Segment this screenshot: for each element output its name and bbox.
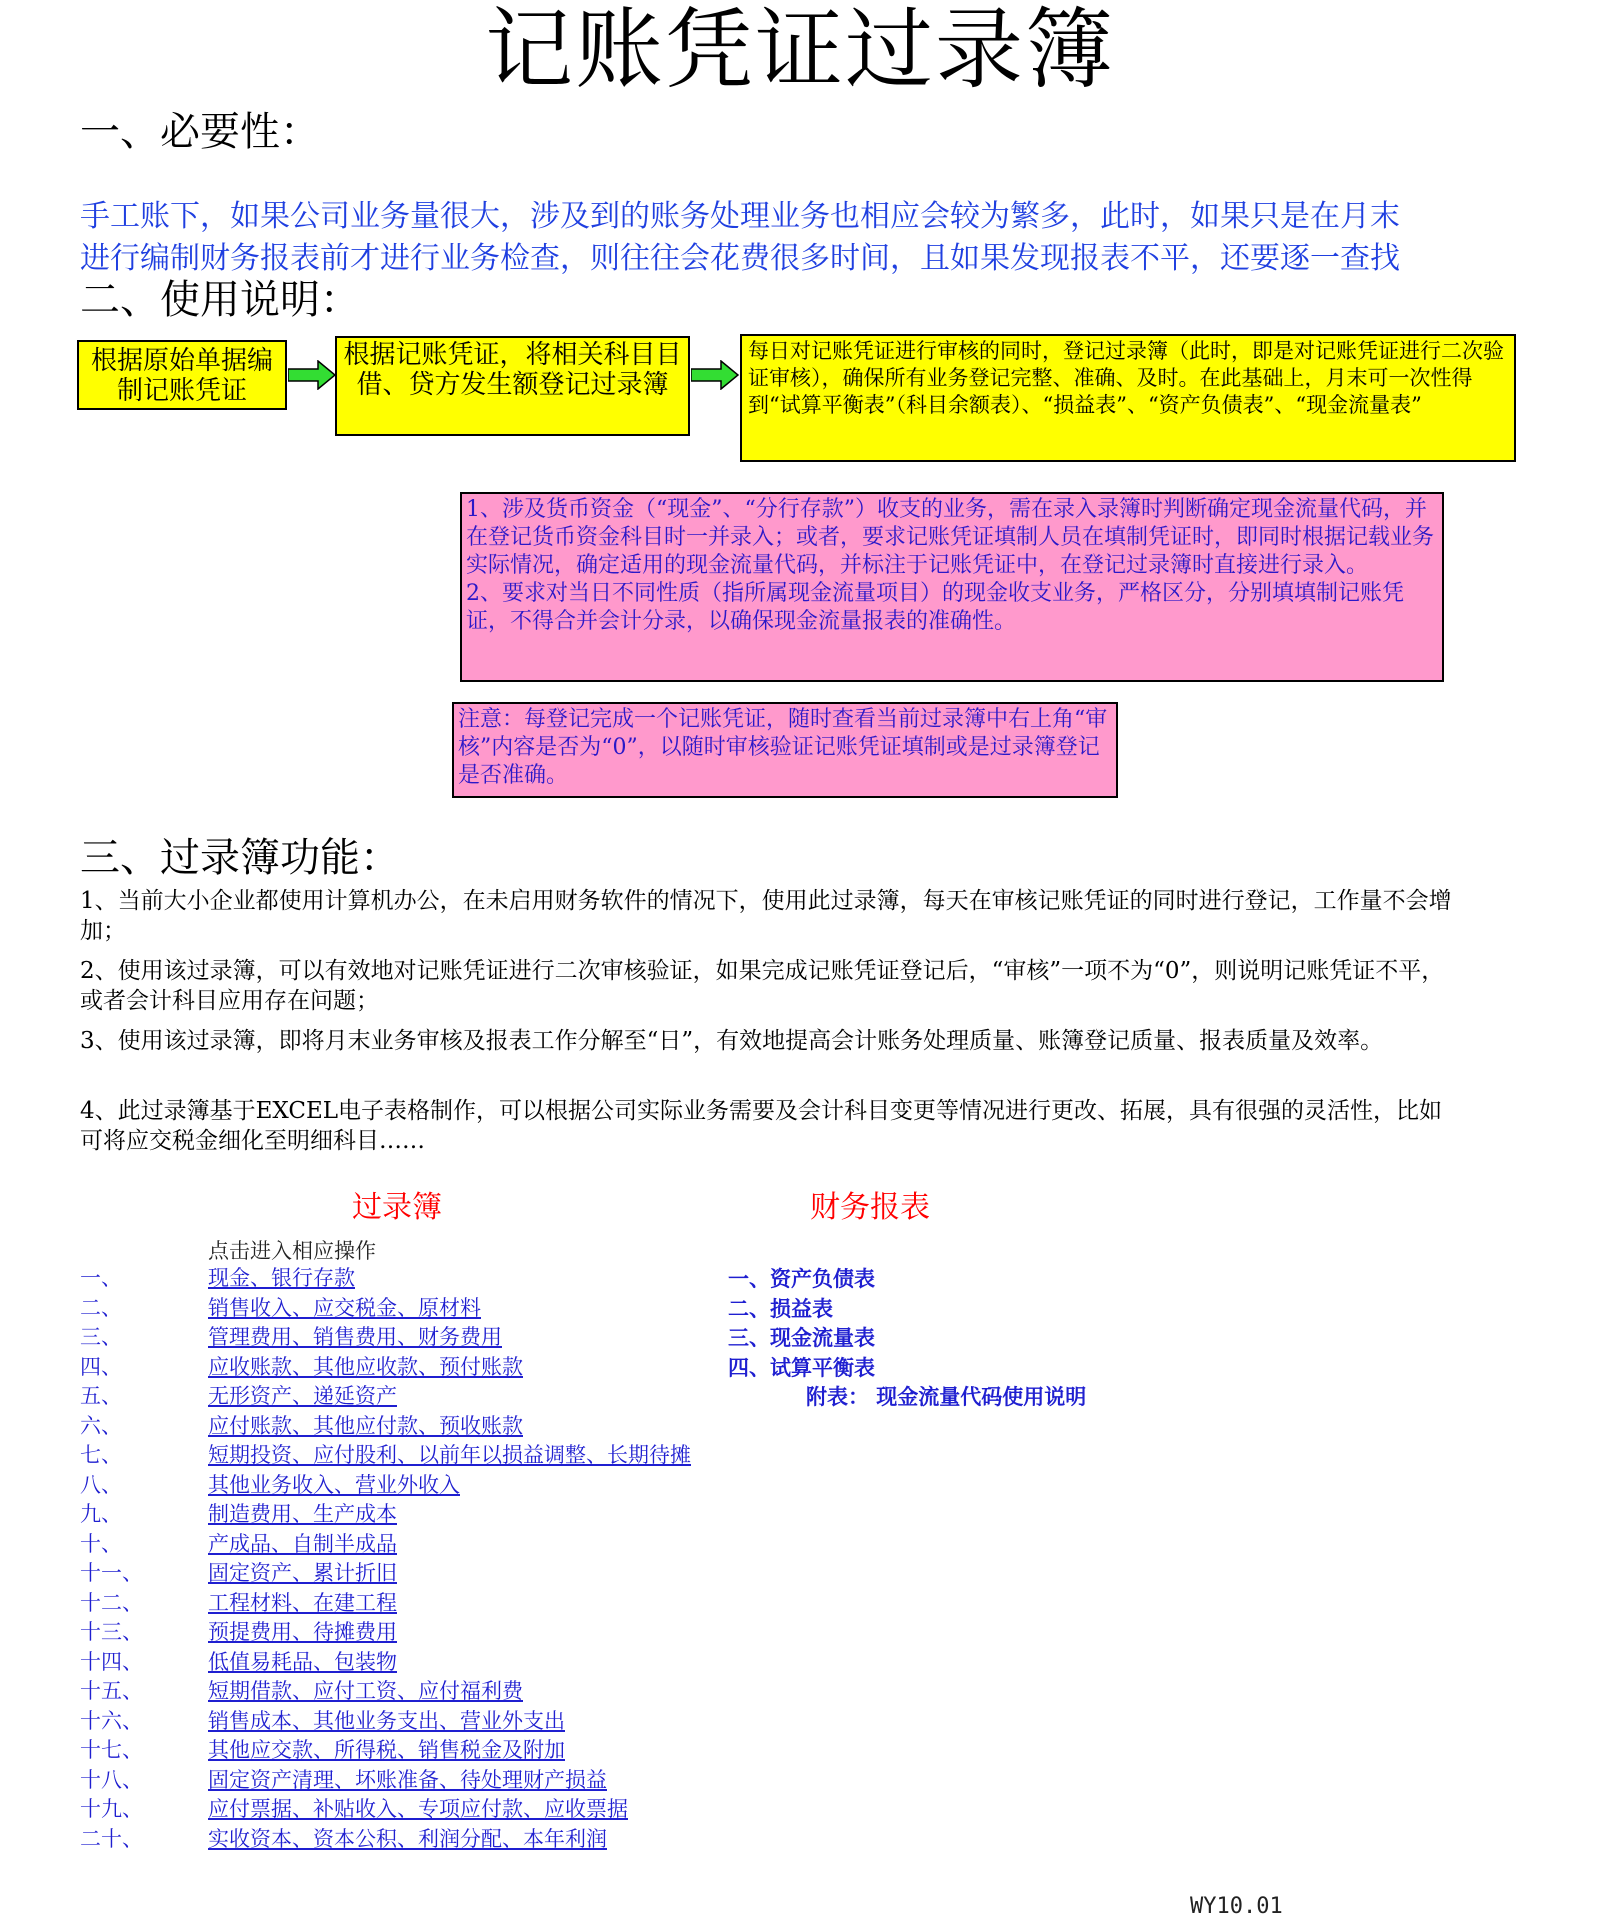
- ledger-row-number: 十三、: [80, 1620, 143, 1644]
- ledger-row-number: 九、: [80, 1502, 122, 1526]
- section3-heading: 三、过录簿功能：: [80, 835, 400, 881]
- ledger-link[interactable]: 固定资产清理、坏账准备、待处理财产损益: [208, 1767, 607, 1792]
- flow-step-2: 根据记账凭证，将相关科目目借、贷方发生额登记过录簿: [335, 336, 690, 436]
- report-balance-sheet[interactable]: 一、资产负债表: [728, 1266, 875, 1291]
- cash-flow-note-1: 1、涉及货币资金（“现金”、“分行存款”）收支的业务，需在录入录簿时判断确定现金流量代码，并在登记货币资金科目时一并录入；或者，要求记账凭证填制人员在填制凭证时，即同时根据记载业务实际情况，确定适用的现金流量代码，并标注于记账凭证中，在登记过录簿时直接进行录入。: [466, 497, 1435, 578]
- report-cash-flow[interactable]: 三、现金流量表: [728, 1325, 875, 1350]
- audit-note: 注意：每登记完成一个记账凭证，随时查看当前过录簿中右上角“审核”内容是否为“0”，以随时审核验证记账凭证填制或是过录簿登记是否准确。: [452, 702, 1118, 798]
- section2-heading: 二、使用说明：: [80, 276, 368, 324]
- ledger-row-number: 十六、: [80, 1708, 143, 1733]
- ledger-heading: 过录簿: [352, 1190, 442, 1225]
- cash-flow-note: [460, 492, 1444, 682]
- ledger-row: [80, 1589, 760, 1619]
- ledger-row: [80, 1353, 760, 1383]
- ledger-link[interactable]: 固定资产、累计折旧: [208, 1561, 397, 1585]
- ledger-link[interactable]: 无形资产、递延资产: [208, 1384, 397, 1408]
- ledger-link[interactable]: 短期借款、应付工资、应付福利费: [208, 1679, 523, 1703]
- ledger-row: [80, 1382, 760, 1412]
- ledger-row-number: 十八、: [80, 1767, 143, 1792]
- ledger-row-number: 二、: [80, 1295, 122, 1320]
- ledger-row-number: 十二、: [80, 1590, 143, 1615]
- ledger-link[interactable]: 工程材料、在建工程: [208, 1590, 397, 1615]
- section1-body: 手工账下，如果公司业务量很大，涉及到的账务处理业务也相应会较为繁多，此时，如果只是在月末进行编制财务报表前才进行业务检查，则往往会花费很多时间，且如果发现报表不平，还要逐一查找: [80, 199, 1400, 276]
- ledger-link[interactable]: 销售收入、应交税金、原材料: [208, 1295, 481, 1320]
- ledger-row-number: 十九、: [80, 1797, 143, 1821]
- ledger-row-number: 五、: [80, 1384, 122, 1408]
- cash-flow-note-2: 2、要求对当日不同性质（指所属现金流量项目）的现金收支业务，严格区分，分别填填制记账凭证，不得合并会计分录，以确保现金流量报表的准确性。: [466, 581, 1405, 634]
- ledger-link[interactable]: 管理费用、销售费用、财务费用: [208, 1325, 502, 1349]
- ledger-link[interactable]: 产成品、自制半成品: [208, 1531, 397, 1556]
- ledger-row: [80, 1559, 760, 1589]
- report-trial-balance[interactable]: 四、试算平衡表: [728, 1354, 875, 1380]
- ledger-link[interactable]: 销售成本、其他业务支出、营业外支出: [208, 1708, 565, 1733]
- ledger-row: [80, 1530, 760, 1560]
- ledger-row: [80, 1648, 760, 1678]
- ledger-row-number: 十一、: [80, 1561, 143, 1585]
- ledger-link[interactable]: 应付票据、补贴收入、专项应付款、应收票据: [208, 1797, 628, 1821]
- section1-heading: 一、必要性：: [80, 109, 320, 155]
- ledger-row: [80, 1323, 760, 1353]
- ledger-row-number: 十、: [80, 1531, 122, 1556]
- page-title: 记账凭证过录簿: [484, 0, 1115, 101]
- ledger-link[interactable]: 其他业务收入、营业外收入: [208, 1472, 460, 1497]
- ledger-list: [80, 1264, 760, 1854]
- ledger-link[interactable]: 实收资本、资本公积、利润分配、本年利润: [208, 1826, 607, 1851]
- ledger-row: [80, 1264, 760, 1294]
- function-item-4: 4、此过录簿基于EXCEL电子表格制作，可以根据公司实际业务需要及会计科目变更等情况进行更改、拓展，具有很强的灵活性，比如可将应交税金细化至明细科目……: [80, 1098, 1443, 1154]
- ledger-row-number: 四、: [80, 1354, 122, 1379]
- ledger-row-number: 一、: [80, 1266, 122, 1290]
- ledger-link[interactable]: 低值易耗品、包装物: [208, 1649, 397, 1674]
- ledger-link[interactable]: 短期投资、应付股利、以前年以损益调整、长期待摊: [208, 1443, 691, 1467]
- arrow-right-icon: [691, 360, 739, 390]
- report-income-statement[interactable]: 二、损益表: [728, 1295, 833, 1321]
- ledger-row-number: 十四、: [80, 1649, 143, 1674]
- ledger-row-number: 二十、: [80, 1826, 143, 1851]
- function-item-1: 1、当前大小企业都使用计算机办公，在未启用财务软件的情况下，使用此过录簿，每天在审核记账凭证的同时进行登记，工作量不会增加；: [80, 888, 1452, 944]
- ledger-row: [80, 1795, 760, 1825]
- ledger-row: [80, 1618, 760, 1648]
- report-appendix-cash-flow-codes[interactable]: 附表： 现金流量代码使用说明: [806, 1384, 1087, 1409]
- ledger-row: [80, 1825, 760, 1855]
- flow-step-1: 根据原始单据编制记账凭证: [77, 340, 287, 410]
- version-label: WY10.01: [1190, 1894, 1283, 1919]
- ledger-row: [80, 1500, 760, 1530]
- ledger-row-number: 八、: [80, 1472, 122, 1497]
- function-item-3: 3、使用该过录簿，即将月末业务审核及报表工作分解至“日”，有效地提高会计账务处理质量、账簿登记质量、报表质量及效率。: [80, 1028, 1384, 1054]
- ledger-row-number: 六、: [80, 1413, 122, 1438]
- ledger-row: [80, 1441, 760, 1471]
- flow-step-3: 每日对记账凭证进行审核的同时，登记过录簿（此时，即是对记账凭证进行二次验证审核），确保所有业务登记完整、准确、及时。在此基础上，月末可一次性得到“试算平衡表”（科目余额表）、“损益表”、“资产负债表”、“现金流量表”: [740, 334, 1516, 462]
- reports-list: [728, 1264, 1328, 1412]
- ledger-row: [80, 1736, 760, 1766]
- ledger-row-number: 七、: [80, 1443, 122, 1467]
- ledger-link[interactable]: 预提费用、待摊费用: [208, 1620, 397, 1644]
- ledger-row: [80, 1294, 760, 1324]
- ledger-row: [80, 1412, 760, 1442]
- ledger-row: [80, 1707, 760, 1737]
- ledger-row-number: 十五、: [80, 1679, 143, 1703]
- ledger-link[interactable]: 其他应交款、所得税、销售税金及附加: [208, 1738, 565, 1762]
- arrow-right-icon: [288, 360, 336, 390]
- ledger-row: [80, 1766, 760, 1796]
- ledger-link[interactable]: 现金、银行存款: [208, 1266, 355, 1290]
- function-item-2: 2、使用该过录簿，可以有效地对记账凭证进行二次审核验证，如果完成记账凭证登记后，“审核”一项不为“0”，则说明记账凭证不平，或者会计科目应用存在问题；: [80, 958, 1445, 1014]
- ledger-hint: 点击进入相应操作: [208, 1239, 376, 1263]
- ledger-link[interactable]: 应收账款、其他应收款、预付账款: [208, 1354, 523, 1379]
- reports-heading: 财务报表: [810, 1190, 930, 1225]
- ledger-row-number: 三、: [80, 1325, 122, 1349]
- ledger-row: [80, 1677, 760, 1707]
- ledger-link[interactable]: 应付账款、其他应付款、预收账款: [208, 1413, 523, 1438]
- ledger-link[interactable]: 制造费用、生产成本: [208, 1502, 397, 1526]
- ledger-row-number: 十七、: [80, 1738, 143, 1762]
- ledger-row: [80, 1471, 760, 1501]
